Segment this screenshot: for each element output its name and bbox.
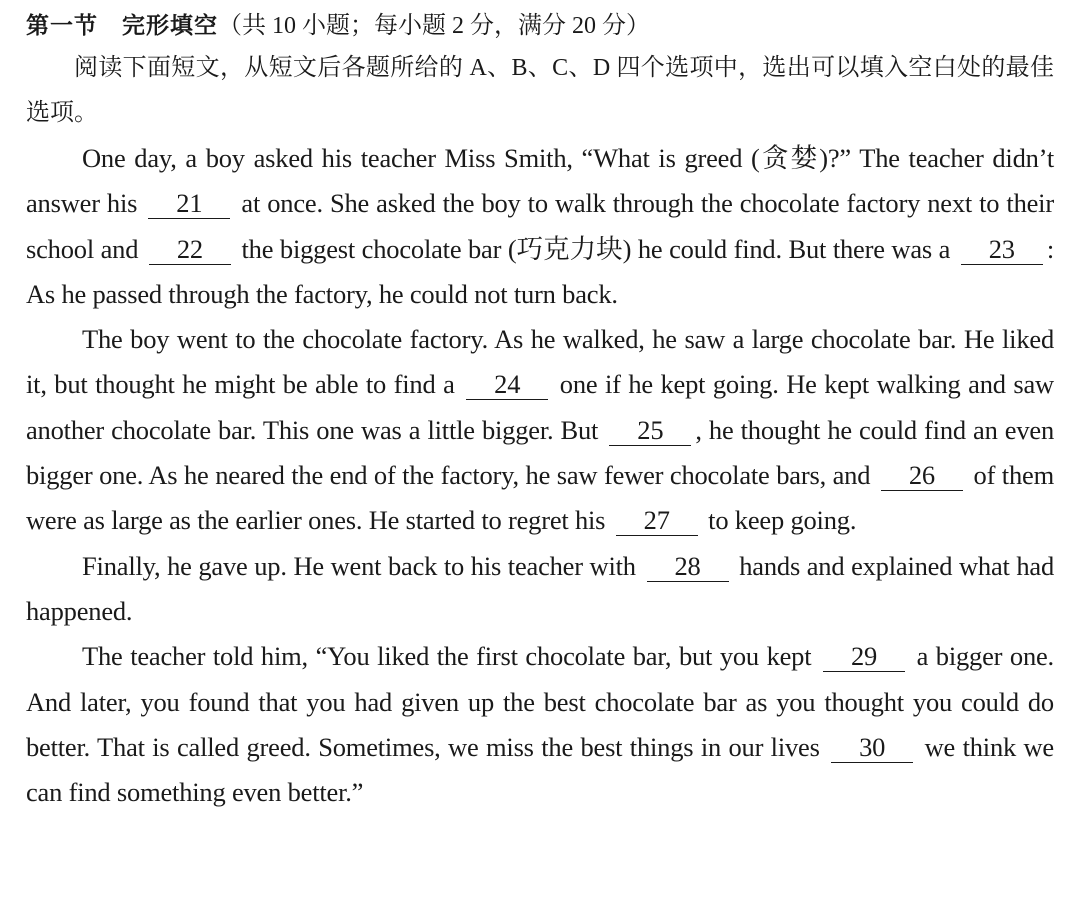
passage-text: one if he kept going. He kept walking and saw another chocolate bar. This one was a little bigger. But — [26, 369, 1054, 445]
passage-text: at once. She asked the boy to walk through the chocolate factory next to their school and — [26, 188, 1054, 264]
passage-text: of them were as large as the earlier ones. He started to regret his — [26, 460, 1054, 536]
blank-26: 26 — [881, 460, 963, 491]
passage-text: hands and explained what had happened. — [26, 550, 1054, 626]
passage-text: Finally, he gave up. He went back to his teacher with — [82, 550, 636, 581]
section-title: 第一节 完形填空 — [26, 13, 218, 39]
passage-text: we think we can find something even better.” — [26, 731, 1054, 808]
blank-27: 27 — [616, 505, 698, 536]
section-heading — [26, 0, 1054, 46]
passage-text: a bigger one. And later, you found that you had given up the best chocolate bar as you thought you could do better. That is called greed. Sometimes, we miss the best things in our lives — [26, 641, 1054, 762]
section-note: （共 10 小题；每小题 2 分，满分 20 分） — [218, 13, 650, 39]
passage-text: to keep going. — [708, 505, 857, 536]
passage-text: : As he passed through the factory, he could not turn back. — [26, 233, 1054, 309]
passage-text: , he thought he could find an even bigger one. As he neared the end of the factory, he saw fewer chocolate bars, and — [26, 414, 1054, 491]
blank-25: 25 — [609, 415, 691, 446]
passage-paragraph-3 — [26, 544, 1054, 635]
passage-text: The teacher told him, “You liked the first chocolate bar, but you kept — [82, 641, 812, 672]
blank-22: 22 — [149, 234, 231, 265]
instruction-text: 阅读下面短文，从短文后各题所给的 A、B、C、D 四个选项中，选出可以填入空白处的最佳选项。 — [26, 55, 1054, 126]
passage-paragraph-4 — [26, 634, 1054, 815]
blank-24: 24 — [466, 369, 548, 400]
blank-29: 29 — [823, 641, 905, 672]
passage-paragraph-2 — [26, 317, 1054, 543]
blank-23: 23 — [961, 234, 1043, 265]
blank-21: 21 — [148, 188, 230, 219]
blank-28: 28 — [647, 551, 729, 582]
blank-30: 30 — [831, 732, 913, 763]
passage-text: The boy went to the chocolate factory. As he walked, he saw a large chocolate bar. He liked it, but thought he might be able to find a — [26, 324, 1054, 400]
passage-text: One day, a boy asked his teacher Miss Smith, “What is greed (贪婪)?” The teacher didn’t answer his — [26, 143, 1054, 219]
passage-text: the biggest chocolate bar (巧克力块) he could find. But there was a — [241, 233, 951, 264]
passage-paragraph-1 — [26, 136, 1054, 317]
